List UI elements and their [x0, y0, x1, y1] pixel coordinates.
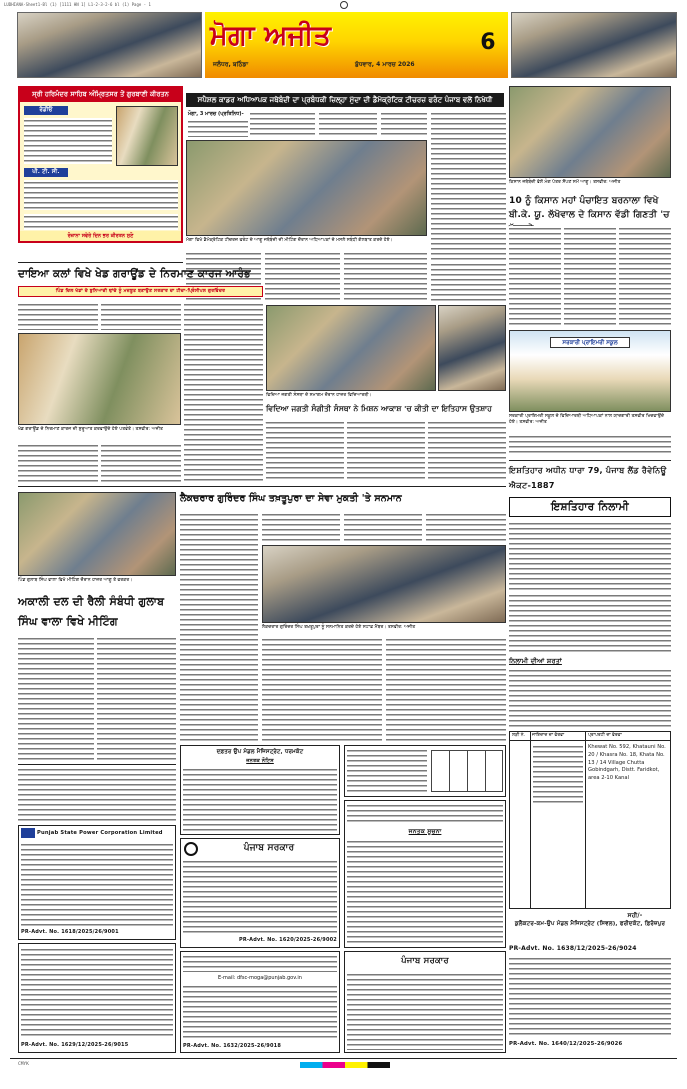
auction-text-3	[509, 956, 671, 1036]
auction-table	[509, 731, 671, 909]
kirtan-text-2	[24, 180, 178, 210]
kirtan-footer: ਰੋਜ਼ਾਨਾ ਸਵੇਰੇ ਦਿਨ ਭਰ ਕੀਰਤਨ ਸੁਣੋ	[20, 231, 181, 241]
story3-caption: ਵਿਦਿਆ ਜਗਤੀ ਸੰਸਥਾ ਦੇ ਸਮਾਗਮ ਦੌਰਾਨ ਹਾਜ਼ਰ ਵਿਦਿਆਰਥੀ।	[266, 393, 372, 398]
kirtan-label-ptc: ਪੀ. ਟੀ. ਸੀ.	[24, 168, 68, 177]
form-ad-table	[431, 750, 503, 792]
masthead-title: ਮੋਗਾ ਅਜੀਤ	[210, 20, 332, 51]
pspcl-logo-icon	[21, 828, 35, 838]
tender-pr: PR-Advt. No. 1620/2025-26/9002	[238, 937, 337, 943]
story2-col-3	[184, 302, 263, 483]
auction-col1-header: ਲੜੀ ਨੰ.	[512, 733, 526, 738]
ad-notice-1	[18, 767, 176, 822]
lead-col-2	[319, 111, 377, 137]
story5-col-2	[97, 636, 176, 761]
punjab-sarkar-ad-1	[180, 838, 340, 948]
story4-col-4a	[426, 512, 506, 542]
lead-col-8	[431, 262, 506, 302]
auction-conditions-text	[509, 668, 671, 728]
story4-photo	[262, 545, 506, 623]
lead-caption: ਮੋਗਾ ਵਿਖੇ ਡੈਮੋਕ੍ਰੇਟਿਕ ਟੀਚਰਜ਼ ਫਰੰਟ ਦੇ ਆਗੂ ਜਥੇਬੰਦੀ ਦੀ ਮੀਟਿੰਗ ਦੌਰਾਨ ਅਧਿਆਪਕਾਂ ਦੇ ਮਸਲੇ ਸਬੰਧੀ ਗੱਲਬਾਤ ਕਰਦੇ ਹੋਏ।	[186, 238, 393, 243]
sdm-ad	[180, 745, 340, 835]
masthead-right-photo	[511, 12, 677, 78]
cmyk-label: CMYK	[18, 1062, 29, 1067]
rule-auction	[509, 460, 671, 461]
punjab-sarkar-text-2	[347, 972, 503, 1050]
rule-ads	[18, 764, 176, 765]
auction-table-divider-1	[530, 732, 531, 908]
auction-col2-header: ਜਾਇਦਾਦ ਦਾ ਵੇਰਵਾ	[532, 733, 565, 738]
pspcl-pr: PR-Advt. No. 1618/2025/26/9001	[21, 929, 119, 935]
auction-property-desc	[533, 744, 583, 804]
story5-caption: ਪਿੰਡ ਗੁਲਾਬ ਸਿੰਘ ਵਾਲਾ ਵਿਖੇ ਮੀਟਿੰਗ ਦੌਰਾਨ ਹਾਜ਼ਰ ਆਗੂ ਤੇ ਵਰਕਰ।	[18, 578, 133, 583]
auction-pr: PR-Advt. No. 1638/12/2025-26/9024	[509, 945, 637, 952]
punjab-sarkar-title-1: ਪੰਜਾਬ ਸਰਕਾਰ	[243, 843, 295, 853]
story4-col-3b	[386, 637, 506, 742]
lead-col-7	[344, 251, 427, 301]
punjab-emblem-icon	[184, 842, 198, 856]
lead-col-1a	[250, 111, 315, 137]
auction-text-1	[509, 521, 671, 591]
story3-col-3	[428, 420, 506, 480]
story2-caption: ਖੇਡ ਗਰਾਊਂਡ ਦੇ ਨਿਰਮਾਣ ਕਾਰਜ ਦੀ ਸ਼ੁਰੂਆਤ ਕਰਵਾਉਂਦੇ ਹੋਏ ਪਤਵੰਤੇ। ਤਸਵੀਰ: ਅਜੀਤ	[18, 427, 163, 432]
story4-col-1	[180, 512, 258, 742]
masthead-banner	[205, 12, 508, 78]
punjab-sarkar-title-2: ਪੰਜਾਬ ਸਰਕਾਰ	[401, 956, 449, 966]
auction-row-text: Khewat No. 592, Khatauni No. 20 / Khasra No. 18, Khata No. 13 / 14 Village Chutta Gobindgarh, Distt. Faridkot, area 2-10 Kanal	[588, 744, 666, 782]
ad-left-bottom-text	[21, 947, 173, 1039]
kirtan-banner: ਸ੍ਰੀ ਹਰਿਮੰਦਰ ਸਾਹਿਬ ਅੰਮ੍ਰਿਤਸਰ ਤੋਂ ਗੁਰਬਾਣੀ ਕੀਰਤਨ	[20, 88, 181, 102]
school-sign: ਸਰਕਾਰੀ ਪ੍ਰਾਇਮਰੀ ਸਕੂਲ	[550, 337, 630, 348]
story2-col-2b	[101, 443, 181, 483]
story2-subhead: ਪਿੰਡ ਦਿਲ ਖੇਡਾਂ ਦੇ ਬੁਨਿਆਦੀ ਢਾਂਚੇ ਨੂੰ ਮਜ਼ਬੂਤ ਬਣਾਉਣ ਸਰਕਾਰ ਦਾ ਟੀਚਾ-ਪ੍ਰਿੰਸੀਪਲ ਗੁਰਵਿੰਦਰ	[18, 286, 263, 297]
lead-col-4	[431, 111, 506, 261]
auction-col3-header: ਪ੍ਰਾਪਰਟੀ ਦਾ ਵੇਰਵਾ	[588, 733, 622, 738]
color-bar	[300, 1062, 390, 1068]
kirtan-label-radio: ਰੇਡੀਓ	[24, 106, 68, 115]
tender-text	[347, 839, 503, 945]
farmers-col-1	[509, 226, 561, 326]
tender-ad	[344, 800, 506, 948]
school-photo	[509, 330, 671, 412]
dfsc-ad	[180, 951, 340, 1053]
story5-photo	[18, 492, 176, 576]
ad-left-bottom	[18, 943, 176, 1053]
story4-headline: ਲੈਕਚਰਾਰ ਗੁਰਿੰਦਰ ਸਿੰਘ ਤਖ਼ਤੂਪੁਰਾ ਦਾ ਸੇਵਾ ਮੁਕਤੀ 'ਤੇ ਸਨਮਾਨ	[180, 493, 402, 504]
masthead-date: ਬੁੱਧਵਾਰ, 4 ਮਾਰਚ 2026	[355, 61, 415, 68]
auction-title: ਇਸ਼ਤਿਹਾਰ ਨਿਲਾਮੀ	[509, 497, 671, 517]
story5-col-1	[18, 636, 94, 761]
pspcl-text	[21, 842, 173, 926]
kirtan-text-1	[24, 118, 112, 164]
auction-signoff: ਸਹੀ/-	[627, 912, 643, 919]
dfsc-text	[183, 984, 337, 1040]
story3-photo-crowd	[266, 305, 436, 391]
story2-col-1a	[18, 302, 98, 330]
kirtan-box	[18, 86, 183, 243]
footer-rule	[10, 1058, 677, 1059]
punjab-sarkar-text-1	[183, 859, 337, 933]
auction-signer: ਕੁਲੈਕਟਰ-ਕਮ-ਉਪ ਮੰਡਲ ਮੈਜਿਸਟ੍ਰੇਟ (ਸਿਵਲ), ਫਰੀਦਕੋਟ, ਫ਼ਿਰੋਜ਼ਪੁਰ	[514, 921, 666, 927]
story3-col-1	[266, 420, 344, 480]
story3-col-4	[509, 434, 671, 456]
dfsc-top-text	[183, 954, 337, 972]
sdm-title: ਦਫ਼ਤਰ ਉਪ ਮੰਡਲ ਮੈਜਿਸਟ੍ਰੇਟ, ਧਰਮਕੋਟ	[216, 749, 304, 755]
story4-col-2b	[262, 637, 382, 742]
footer-pr: PR-Advt. No. 1640/12/2025-26/9026	[509, 1041, 623, 1047]
tender-top-text	[347, 803, 503, 825]
auction-table-header	[510, 732, 670, 741]
story4-col-3a	[344, 512, 422, 542]
story2-col-2a	[18, 443, 98, 483]
auction-conditions-title: ਨਿਲਾਮੀ ਦੀਆਂ ਸ਼ਰਤਾਂ	[509, 657, 562, 665]
story3-headline: ਵਿਦਿਆ ਜਗਤੀ ਸੰਗੀਤੀ ਸੰਸਥਾ ਨੇ ਮਿਸ਼ਨ ਆਕਾਸ਼ 'ਚ ਕੀਤੀ ਦਾ ਇਤਿਹਾਸ ਉਤਸ਼ਾਹ	[266, 404, 492, 413]
story3-photo-speaker	[438, 305, 506, 391]
auction-table-divider-2	[585, 732, 586, 908]
farmers-col-2	[564, 226, 616, 326]
pspcl-name: Punjab State Power Corporation Limited	[37, 830, 163, 836]
registration-mark-top	[340, 1, 348, 9]
farmers-caption: ਕਿਸਾਨ ਜਥੇਬੰਦੀ ਵੱਲੋਂ ਮੰਗ ਪੱਤਰ ਸੌਂਪਣ ਸਮੇਂ ਆਗੂ। ਤਸਵੀਰ: ਅਜੀਤ	[509, 180, 621, 185]
lead-headline: ਸਪੈਸ਼ਲ ਕਾਡਰ ਅਧਿਆਪਕ ਜਥੇਬੰਦੀ ਦਾ ਪ੍ਰਬੰਧਕੀ ਜ਼ਿਲ੍ਹਾ ਮੁੱਦਾ ਦੀ ਡੈਮੋਕ੍ਰੇਟਿਕ ਟੀਚਰਜ਼ ਫਰੰਟ ਪੰਜਾਬ ਵਲੋਂ ਨਿਖੇਧੀ	[186, 93, 504, 107]
story4-col-2a	[262, 512, 340, 542]
school-caption: ਸਰਕਾਰੀ ਪ੍ਰਾਇਮਰੀ ਸਕੂਲ ਦੇ ਵਿਦਿਆਰਥੀ ਅਧਿਆਪਕਾਂ ਨਾਲ ਯਾਦਗਾਰੀ ਤਸਵੀਰ ਖਿਚਵਾਉਂਦੇ ਹੋਏ। ਤਸਵੀਰ: ਅਜੀਤ	[509, 414, 665, 425]
sdm-text	[183, 767, 337, 831]
lead-col-3	[381, 111, 427, 137]
story2-headline: ਦਾਇਆ ਕਲਾਂ ਵਿਖੇ ਖੇਡ ਗਰਾਊਂਡ ਦੇ ਨਿਰਮਾਣ ਕਾਰਜ ਆਰੰਭ	[18, 268, 251, 280]
dfsc-email: E-mail: dfsc-moga@punjab.gov.in	[218, 975, 302, 981]
lead-photo	[186, 140, 427, 236]
farmers-headline: 10 ਨੂੰ ਕਿਸਾਨ ਮਹਾਂ ਪੰਚਾਇਤ ਬਰਨਾਲਾ ਵਿਖੇ ਬੀ.ਕੇ. ਯੂ. ਲੱਖੋਵਾਲ ਦੇ ਕਿਸਾਨ ਵੱਡੀ ਗਿਣਤੀ 'ਚ	[509, 196, 670, 220]
farmers-photo	[509, 86, 671, 178]
punjab-sarkar-ad-2	[344, 951, 506, 1053]
farmers-col-3	[619, 226, 671, 326]
ad-left-bottom-pr: PR-Advt. No. 1629/12/2025-26/9015	[21, 1042, 129, 1048]
story2-col-1b	[101, 302, 181, 330]
auction-text-2	[509, 593, 671, 653]
masthead-left-photo	[17, 12, 202, 78]
story2-photo	[18, 333, 181, 425]
lead-col-1b	[188, 119, 248, 137]
form-ad	[344, 745, 506, 797]
pspcl-ad	[18, 825, 176, 940]
print-file-label: LUDHIANA-Sheet1-Bl (1) [1111 HN 1] L1-2-3-2-6 bl (1) Page - 1	[4, 2, 151, 7]
kirtan-text-3	[24, 214, 178, 230]
page-number: 6	[480, 30, 496, 55]
rule-story4	[18, 486, 506, 487]
story5-headline: ਅਕਾਲੀ ਦਲ ਦੀ ਰੈਲੀ ਸੰਬੰਧੀ ਗੁਲਾਬ ਸਿੰਘ ਵਾਲਾ ਵਿਖੇ ਮੀਟਿੰਗ	[18, 595, 165, 628]
auction-headline: ਇਸ਼ਤਿਹਾਰ ਅਧੀਨ ਧਾਰਾ 79, ਪੰਜਾਬ ਲੈਂਡ ਰੈਵੇਨਿਊ ਐਕਟ-1887	[509, 465, 667, 490]
tender-title: ਜਨਤਕ ਸੂਚਨਾ	[408, 828, 442, 835]
lead-byline: ਮੋਗਾ, 3 ਮਾਰਚ (ਪ੍ਰਤਿਨਿਧ)-	[188, 111, 244, 117]
form-ad-text	[347, 748, 427, 794]
sdm-sub: ਜਨਤਕ ਨੋਟਿਸ	[246, 758, 274, 764]
story3-col-2	[347, 420, 425, 480]
lead-col-6	[265, 251, 340, 301]
dfsc-pr: PR-Advt. No. 1632/2025-26/9018	[183, 1043, 282, 1049]
golden-temple-photo	[116, 106, 178, 166]
story4-caption: ਲੈਕਚਰਾਰ ਗੁਰਿੰਦਰ ਸਿੰਘ ਤਖ਼ਤੂਪੁਰਾ ਨੂੰ ਸਨਮਾਨਿਤ ਕਰਦੇ ਹੋਏ ਸਟਾਫ਼ ਮੈਂਬਰ। ਤਸਵੀਰ: ਅਜੀਤ	[262, 625, 416, 630]
masthead-subline: ਜਲੰਧਰ, ਬਠਿੰਡਾ	[213, 61, 249, 68]
rule-story2	[18, 262, 183, 263]
